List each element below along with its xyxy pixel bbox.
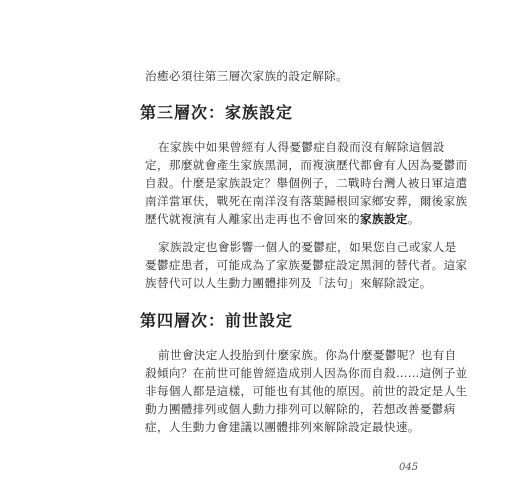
text-line: 家族設定也會影響一個人的憂鬱症，如果您自己或家人是 — [158, 240, 457, 254]
text-line: 前世會決定人投胎到什麼家族。你為什麼憂鬱呢？也有自 — [158, 348, 457, 362]
text-line: 殺傾向？在前世可能曾經造成別人因為你而自殺……這例子並 — [145, 366, 468, 380]
text-line: 動力團體排列或個人動力排列可以解除的，若想改善憂鬱病 — [145, 402, 456, 416]
text-line — [145, 212, 420, 226]
text-line: 在家族中如果曾經有人得憂鬱症自殺而沒有解除這個設 — [158, 140, 445, 154]
page-number: 045 — [399, 462, 419, 473]
text-segment: 歷代就複演有人離家出走再也不會回來的 — [145, 212, 360, 226]
bold-term: 家族設定 — [360, 212, 408, 226]
text-line: 非每個人都是這樣，可能也有其他的原因。前世的設定是人生 — [145, 384, 468, 398]
text-line: 自殺。什麼是家族設定？舉個例子，二戰時台灣人被日軍這遣 — [145, 176, 468, 190]
text-line: 族替代可以人生動力團體排列及「法句」來解除設定。 — [145, 276, 432, 290]
section-heading-past-life: 第四層次：前世設定 — [140, 311, 294, 330]
text-line: 憂鬱症患者，可能成為了家族憂鬱症設定黑洞的替代者。這家 — [145, 258, 468, 272]
text-segment: 。 — [407, 212, 420, 226]
intro-line: 治癒必須往第三層次家族的設定解除。 — [145, 69, 349, 83]
text-line: 南洋當軍伕，戰死在南洋沒有落葉歸根回家鄉安葬，爾後家族 — [145, 194, 468, 208]
text-line: 定，那麼就會產生家族黑洞，而複演歷代都會有人因為憂鬱而 — [145, 158, 468, 172]
text-line: 症，人生動力會建議以團體排列來解除設定最快速。 — [145, 420, 420, 434]
section-heading-family: 第三層次：家族設定 — [140, 103, 294, 122]
